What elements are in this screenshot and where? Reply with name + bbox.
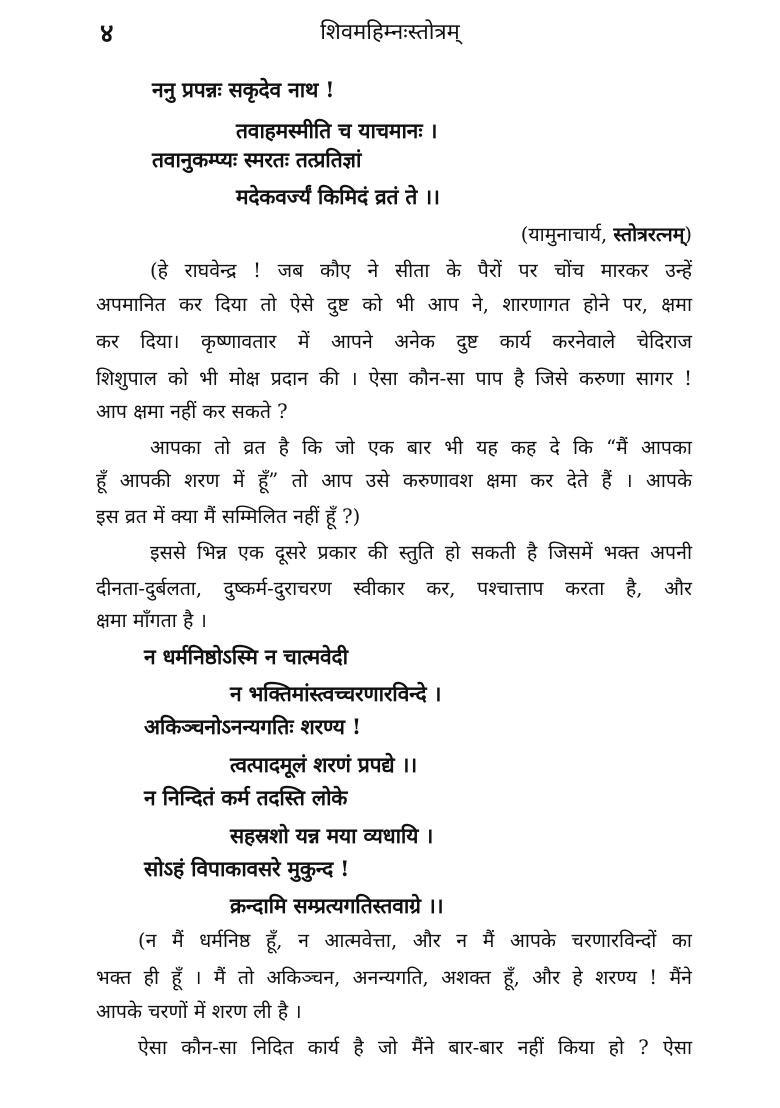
verse-attribution	[470, 220, 692, 247]
verse-line: ननु प्रपन्नः सकृदेव नाथ !	[152, 77, 335, 102]
page-title: शिवमहिम्नःस्तोत्रम्	[320, 20, 460, 45]
prose-line: (न मैं धर्मनिष्ठ हूँ, न आत्मवेत्ता, और न मैं आपके चरणारविन्दों का	[138, 929, 692, 952]
page-number: ४	[100, 19, 114, 49]
prose-line: ऐसा कौन-सा निदित कार्य है जो मैंने बार-बार नहीं किया हो ? ऐसा	[138, 1036, 692, 1059]
attribution-work: स्तोत्ररत्नम्	[613, 223, 685, 246]
prose-line: हूँ आपकी शरण में हूँ” तो आप उसे करुणावश क्षमा कर देते हैं । आपके	[96, 469, 692, 492]
verse-line: अकिञ्चनोऽनन्यगतिः शरण्य !	[144, 714, 361, 739]
verse-line: सोऽहं विपाकावसरे मुकुन्द !	[144, 856, 350, 881]
verse-line: न भक्तिमांस्त्वच्चरणारविन्दे ।	[230, 681, 442, 706]
verse-line: तवानुकम्प्यः स्मरतः तत्प्रतिज्ञां	[152, 147, 362, 172]
prose-line: (हे राघवेन्द्र ! जब कौए ने सीता के पैरों पर चोंच मारकर उन्हें	[150, 259, 692, 282]
prose-line: इससे भिन्न एक दूसरे प्रकार की स्तुति हो सकती है जिसमें भक्त अपनी	[150, 541, 692, 564]
attribution-author: (यामुनाचार्य,	[520, 223, 608, 246]
verse-line: त्वत्पादमूलं शरणं प्रपद्ये ।।	[230, 752, 418, 777]
prose-line: आप क्षमा नहीं कर सकते ?	[96, 400, 288, 423]
verse-line: क्रन्दामि सम्प्रत्यगतिस्तवाग्रे ।।	[230, 893, 444, 918]
prose-line: अपमानित कर दिया तो ऐसे दुष्ट को भी आप ने, शारणागत होने पर, क्षमा	[96, 293, 692, 316]
prose-line: शिशुपाल को भी मोक्ष प्रदान की । ऐसा कौन-सा पाप है जिसे करुणा सागर !	[96, 367, 692, 390]
verse-line: न निन्दितं कर्म तदस्ति लोके	[144, 785, 348, 810]
verse-line: मदेकवर्ज्यं किमिदं व्रतं ते ।।	[236, 184, 440, 209]
verse-line: न धर्मनिष्ठोऽस्मि न चात्मवेदी	[144, 644, 348, 669]
prose-line: आपका तो व्रत है कि जो एक बार भी यह कह दे कि “मैं आपका	[150, 436, 692, 459]
prose-line: भक्त ही हूँ । मैं तो अकिञ्चन, अनन्यगति, अशक्त हूँ, और हे शरण्य ! मैंने	[96, 966, 692, 989]
verse-line: तवाहमस्मीति च याचमानः ।	[236, 118, 438, 143]
prose-line: इस व्रत में क्या मैं सम्मिलित नहीं हूँ ?)	[96, 505, 361, 528]
prose-line: आपके चरणों में शरण ली है ।	[96, 1000, 302, 1023]
verse-line: सहस्रशो यन्न मया व्यधायि ।	[230, 823, 434, 848]
prose-line: दीनता-दुर्बलता, दुष्कर्म-दुराचरण स्वीकार कर, पश्चात्ताप करता है, और	[96, 577, 692, 600]
prose-line: कर दिया। कृष्णावतार में आपने अनेक दुष्ट कार्य करनेवाले चेदिराज	[96, 330, 692, 353]
attribution-close: )	[684, 223, 692, 246]
prose-line: क्षमा माँगता है ।	[96, 609, 207, 632]
